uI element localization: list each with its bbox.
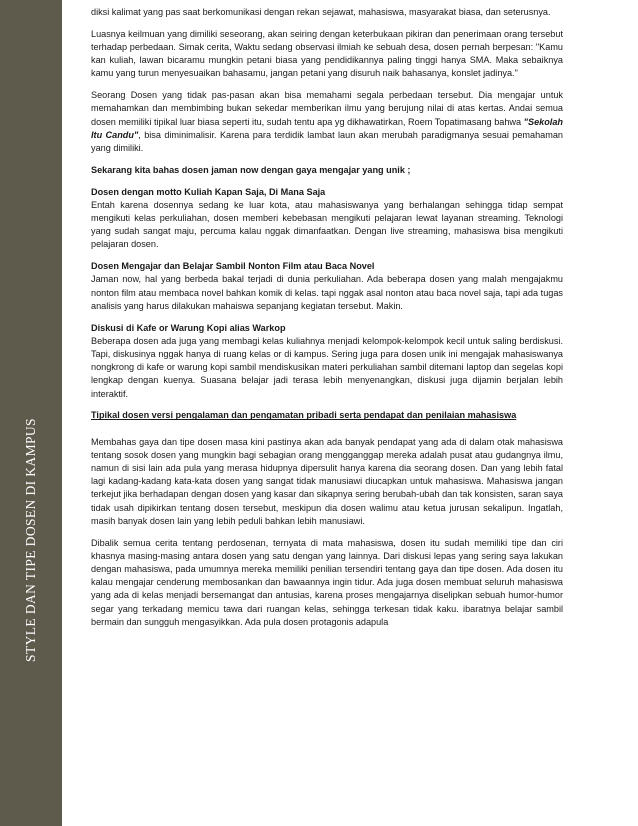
type-heading-streaming: Dosen dengan motto Kuliah Kapan Saja, Di Mana Saja [91, 186, 326, 197]
type-heading-film-novel: Dosen Mengajar dan Belajar Sambil Nonton Film atau Baca Novel [91, 261, 375, 272]
type-body-warkop: Beberapa dosen ada juga yang membagi kelas kuliahnya menjadi kelompok-kelompok kecil untuk saling berdiskusi. Tapi, diskusinya nggak hanya di ruang kelas or di kampus. Sering juga para dosen unik ini mengajak mahasiswanya nongkrong di kafe or warung kopi sambil mendiskusikan materi perkuliahan sambil ditemani laptop dan segelas kopi lengkap dengan kuenya. Suasana belajar jadi terasa lebih menyenangkan, diskusi juga dijamin berjalan lebih interaktif. [91, 335, 563, 399]
quoted-title: "Sekolah Itu Candu" [91, 116, 563, 140]
document-body [91, 6, 563, 638]
paragraph-dosen-pas-pasan [91, 89, 563, 155]
paragraph-membahas: Membahas gaya dan tipe dosen masa kini pastinya akan ada banyak pendapat yang ada di dalam otak mahasiswa tentang sosok dosen yang mungkin bagi sebagian orang mengganggap mereka adalah pusat atau gudangnya ilmu, namun di sisi lain ada pula yang merasa hidupnya dipersulit hanya karena dia seorang dosen. Dan yang lebih fatal lagi kadang-kadang kata-kata dosen yang sangat tidak manusiawi diucapkan untuk mahasiswa. Mahasiswa jangan terkejut jika berhadapan dengan dosen yang kasar dan sikapnya sering berubah-ubah dan tak konsisten, saran saya tidak usah dipikirkan tentang dosen tersebut, meskipun dia dosen walimu atau ketua jurusan sekalipun. Ingatlah, masih banyak dosen lain yang lebih peduli bahkan lebih manusiawi. [91, 436, 563, 526]
type-heading-warkop: Diskusi di Kafe or Warung Kopi alias Warkop [91, 322, 286, 333]
paragraph-keilmuan: Luasnya keilmuan yang dimiliki seseorang, akan seiring dengan keterbukaan pikiran dan penerimaan orang tersebut terhadap perbedaan. Simak cerita, Waktu sedang observasi ilmiah ke sebuah desa, dosen pernah berpesan: "Kamu kan kuliah, lawan bicaramu mungkin petani biasa yang pendidikannya paling tinggi hanya SMA. Maka sebaiknya kamu yang turun menyesuaikan bahasamu, jangan petani yang disuruh naik bahasanya, konslet jadinya." [91, 28, 563, 79]
paragraph-text: Seorang Dosen yang tidak pas-pasan akan bisa memahami segala perbedaan tersebut. Dia mengajar untuk memahamkan dan membimbing bukan sekedar memberikan ilmu yang berujung nilai di atas kertas. Andai semua dosen memiliki tipikal luar biasa seperti itu, sudah tentu apa yg dikhawatirkan, Roem Topatimasang bahwa [91, 90, 563, 127]
section-heading-tipikal: Tipikal dosen versi pengalaman dan pengamatan pribadi serta pendapat dan penilaian mahasiswa [91, 410, 517, 421]
paragraph-dibalik: Dibalik semua cerita tentang perdosenan, ternyata di mata mahasiswa, dosen itu sudah memiliki tipe dan ciri khasnya masing-masing antara dosen yang satu dengan yang lainnya. Dari diskusi lepas yang sering saya lakukan dengan mahasiswa, pada umumnya mereka memiliki penilian tersendiri tentang gaya dan tipe dosen. Ada dosen itu kalau mengajar cenderung membosankan dan bawaannya ingin tidur. Ada juga dosen membuat seluruh mahasiswa yang ada di kelas menjadi bersemangat dan antusias, karena proses mengajarnya diselipkan sebuah humor-humor segar yang terkadang memicu tawa dari ruangan kelas, sehingga terkesan tidak kaku. ibaratnya belajar sambil bermain dan sungguh mengasyikkan. Ada pula dosen protagonis adapula [91, 537, 563, 627]
type-body-streaming: Entah karena dosennya sedang ke luar kota, atau mahasiswanya yang berhalangan sehingga tidap sempat mengikuti kelas perkuliahan, dosen memberi kebebasan mengikuti pelajaran lewat layanan streaming. Teknologi yang sudah sangat maju, percuma kalau nggak dimanfaatkan. Dengan live streaming, mahasiswa bisa mengikuti pelajaran dosen. [91, 199, 563, 250]
paragraph-text: , bisa diminimalisir. Karena para terdidik lambat laun akan merubah paradigmanya sesuai pemahaman yang dimiliki. [91, 129, 563, 154]
paragraph-diksi: diksi kalimat yang pas saat berkomunikasi dengan rekan sejawat, mahasiswa, masyarakat biasa, dan seterusnya. [91, 7, 551, 17]
type-body-film-novel: Jaman now, hal yang berbeda bakal terjadi di dunia perkuliahan. Ada beberapa dosen yang malah mengajakmu nonton film atau membaca novel bahkan komik di kelas. tapi nggak asal nonton atau baca novel saja, tapi ada tugas analisis yang harus dilakukan mahaiswa sepanjang kegiatan tersebut. Makin. [91, 274, 563, 311]
intro-heading: Sekarang kita bahas dosen jaman now dengan gaya mengajar yang unik ; [91, 164, 411, 175]
sidebar-band [0, 0, 62, 826]
document-title: STYLE DAN TIPE DOSEN DI KAMPUS [23, 418, 38, 662]
